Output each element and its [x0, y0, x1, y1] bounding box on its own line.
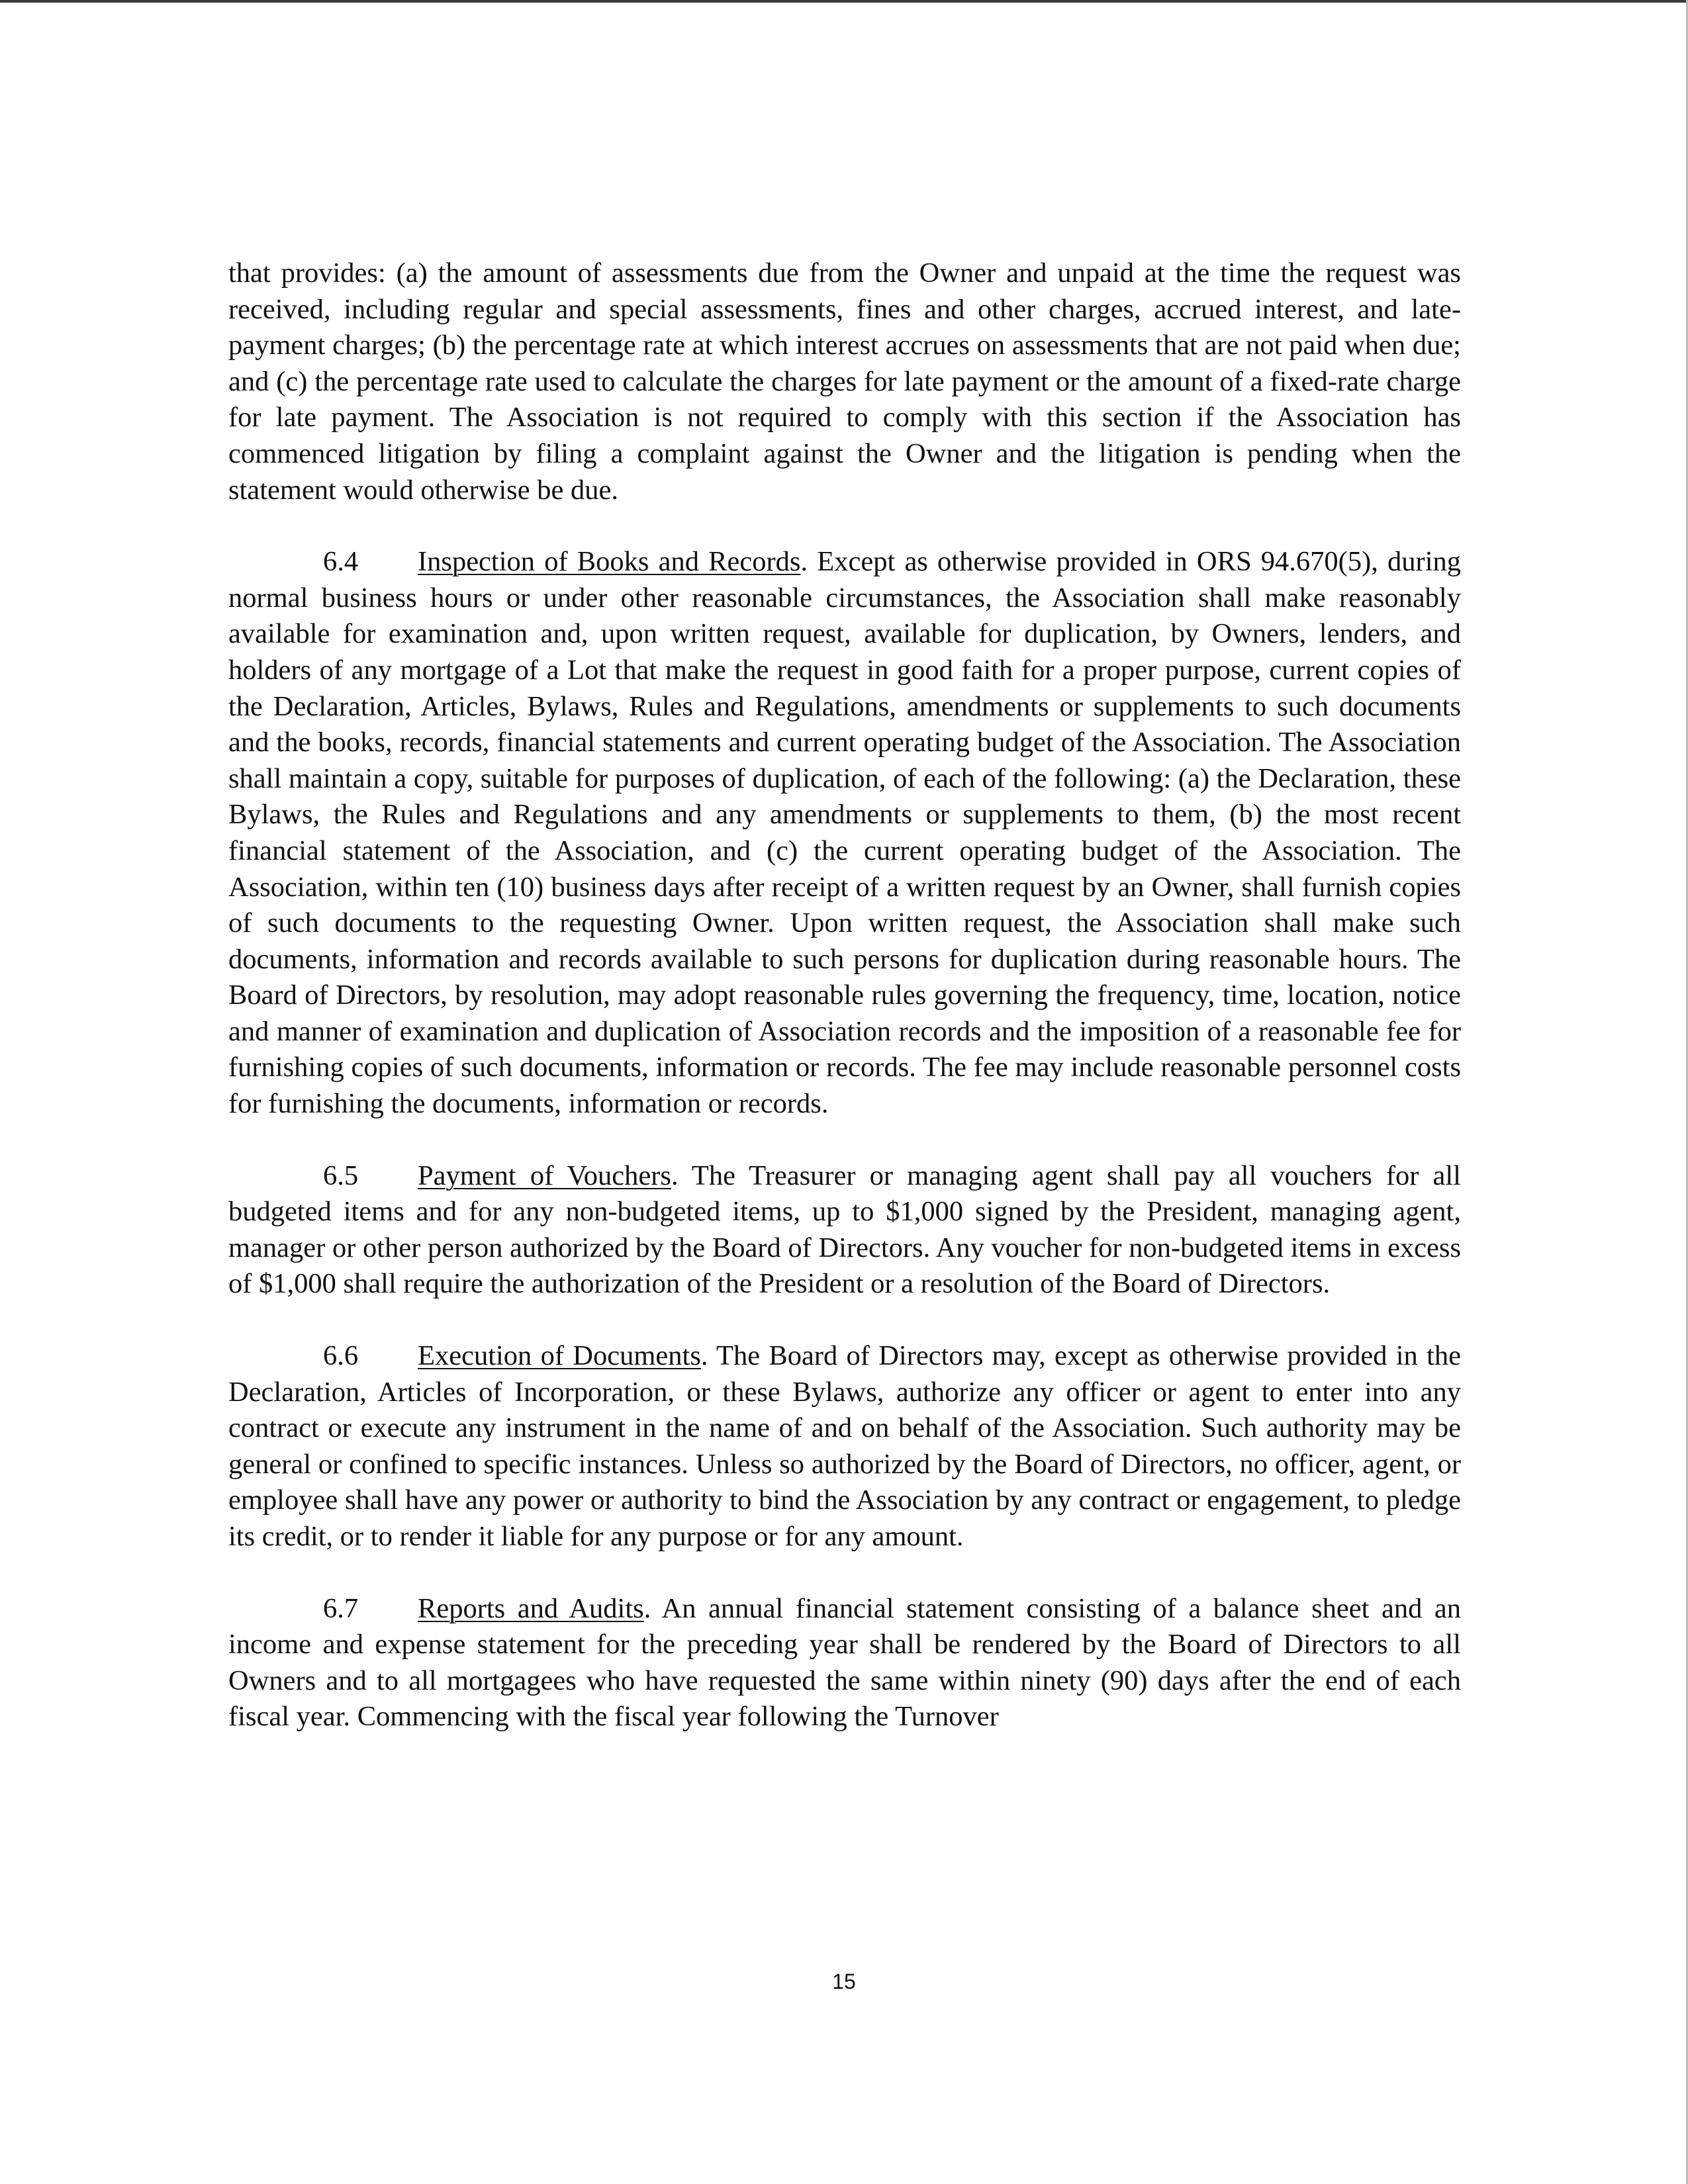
section-number: 6.7 [323, 1592, 359, 1624]
section-number: 6.6 [323, 1340, 359, 1372]
section-text: The Treasurer or managing agent shall pay all vouchers for all budgeted items and for any non-budgeted items, up to $1,000 signed by the President, managing agent, manager or other person authorized by the Board of Directors. Any voucher for non-budgeted items in excess of $1,000 shall require the authorization of the President or a resolution of the Board of Directors. [228, 1160, 1461, 1300]
section-number: 6.5 [323, 1160, 359, 1191]
section-number: 6.4 [323, 546, 359, 578]
section-6-6: 6.6 Execution of Documents. The Board of Directors may, except as otherwise provided in the Declaration, Articles of Incorporation, or these Bylaws, authorize any officer or agent to enter into any contract or execute any instrument in the name of and on behalf of the Association. Such authority may be general or confined to specific instances. Unless so authorized by the Board of Directors, no officer, agent, or employee shall have any power or authority to bind the Association by any contract or engagement, to pledge its credit, or to render it liable for any purpose or for any amount. [228, 1338, 1461, 1555]
section-text: Except as otherwise provided in ORS 94.670(5), during normal business hours or under other reasonable circumstances, the Association shall make reasonably available for examination and, upon written request, available for duplication, by Owners, lenders, and holders of any mortgage of a Lot that make the request in good faith for a proper purpose, current copies of the Declaration, Articles, Bylaws, Rules and Regulations, amendments or supplements to such documents and the books, records, financial statements and current operating budget of the Association. The Association shall maintain a copy, suitable for purposes of duplication, of each of the following: (a) the Declaration, these Bylaws, the Rules and Regulations and any amendments or supplements to them, (b) the most recent financial statement of the Association, and (c) the current operating budget of the Association. The Association, within ten (10) business days after receipt of a written request by an Owner, shall furnish copies of such documents to the requesting Owner. Upon written request, the Association shall make such documents, information and records available to such persons for duplication during reasonable hours. The Board of Directors, by resolution, may adopt reasonable rules governing the frequency, time, location, notice and manner of examination and duplication of Association records and the imposition of a reasonable fee for furnishing copies of such documents, information or records. The fee may include reasonable personnel costs for furnishing the documents, information or records. [228, 546, 1461, 1120]
section-6-7: 6.7 Reports and Audits. An annual financial statement consisting of a balance sheet and an income and expense statement for the preceding year shall be rendered by the Board of Directors to all Owners and to all mortgagees who have requested the same within ninety (90) days after the end of each fiscal year. Commencing with the fiscal year following the Turnover [228, 1591, 1461, 1735]
section-title: Reports and Audits [418, 1592, 644, 1624]
section-text: The Board of Directors may, except as otherwise provided in the Declaration, Articles of Incorporation, or these Bylaws, authorize any officer or agent to enter into any contract or execute any instrument in the name of and on behalf of the Association. Such authority may be general or confined to specific instances. Unless so authorized by the Board of Directors, no officer, agent, or employee shall have any power or authority to bind the Association by any contract or engagement, to pledge its credit, or to render it liable for any purpose or for any amount. [228, 1340, 1462, 1552]
scan-top-edge [0, 0, 1688, 3]
section-6-5: 6.5 Payment of Vouchers. The Treasurer or managing agent shall pay all vouchers for all budgeted items and for any non-budgeted items, up to $1,000 signed by the President, managing agent, manager or other person authorized by the Board of Directors. Any voucher for non-budgeted items in excess of $1,000 shall require the authorization of the President or a resolution of the Board of Directors. [228, 1158, 1461, 1302]
continuation-paragraph: that provides: (a) the amount of assessments due from the Owner and unpaid at the time the request was received, including regular and special assessments, fines and other charges, accrued interest, and late-payment charges; (b) the percentage rate at which interest accrues on assessments that are not paid when due; and (c) the percentage rate used to calculate the charges for late payment or the amount of a fixed-rate charge for late payment. The Association is not required to comply with this section if the Association has commenced litigation by filing a complaint against the Owner and the litigation is pending when the statement would otherwise be due. [228, 257, 1461, 506]
document-body [228, 255, 1461, 1771]
section-text: An annual financial statement consisting of a balance sheet and an income and expense statement for the preceding year shall be rendered by the Board of Directors to all Owners and to all mortgagees who have requested the same within ninety (90) days after the end of each fiscal year. Commencing with the fiscal year following the Turnover [228, 1592, 1461, 1733]
section-title: Execution of Documents [418, 1340, 701, 1372]
section-title: Payment of Vouchers [418, 1160, 671, 1191]
page-number: 15 [832, 1970, 856, 1993]
section-6-4: 6.4 Inspection of Books and Records. Except as otherwise provided in ORS 94.670(5), during normal business hours or under other reasonable circumstances, the Association shall make reasonably available for examination and, upon written request, available for duplication, by Owners, lenders, and holders of any mortgage of a Lot that make the request in good faith for a proper purpose, current copies of the Declaration, Articles, Bylaws, Rules and Regulations, amendments or supplements to such documents and the books, records, financial statements and current operating budget of the Association. The Association shall maintain a copy, suitable for purposes of duplication, of each of the following: (a) the Declaration, these Bylaws, the Rules and Regulations and any amendments or supplements to them, (b) the most recent financial statement of the Association, and (c) the current operating budget of the Association. The Association, within ten (10) business days after receipt of a written request by an Owner, shall furnish copies of such documents to the requesting Owner. Upon written request, the Association shall make such documents, information and records available to such persons for duplication during reasonable hours. The Board of Directors, by resolution, may adopt reasonable rules governing the frequency, time, location, notice and manner of examination and duplication of Association records and the imposition of a reasonable fee for furnishing copies of such documents, information or records. The fee may include reasonable personnel costs for furnishing the documents, information or records. [228, 544, 1461, 1122]
section-title: Inspection of Books and Records [418, 546, 801, 578]
